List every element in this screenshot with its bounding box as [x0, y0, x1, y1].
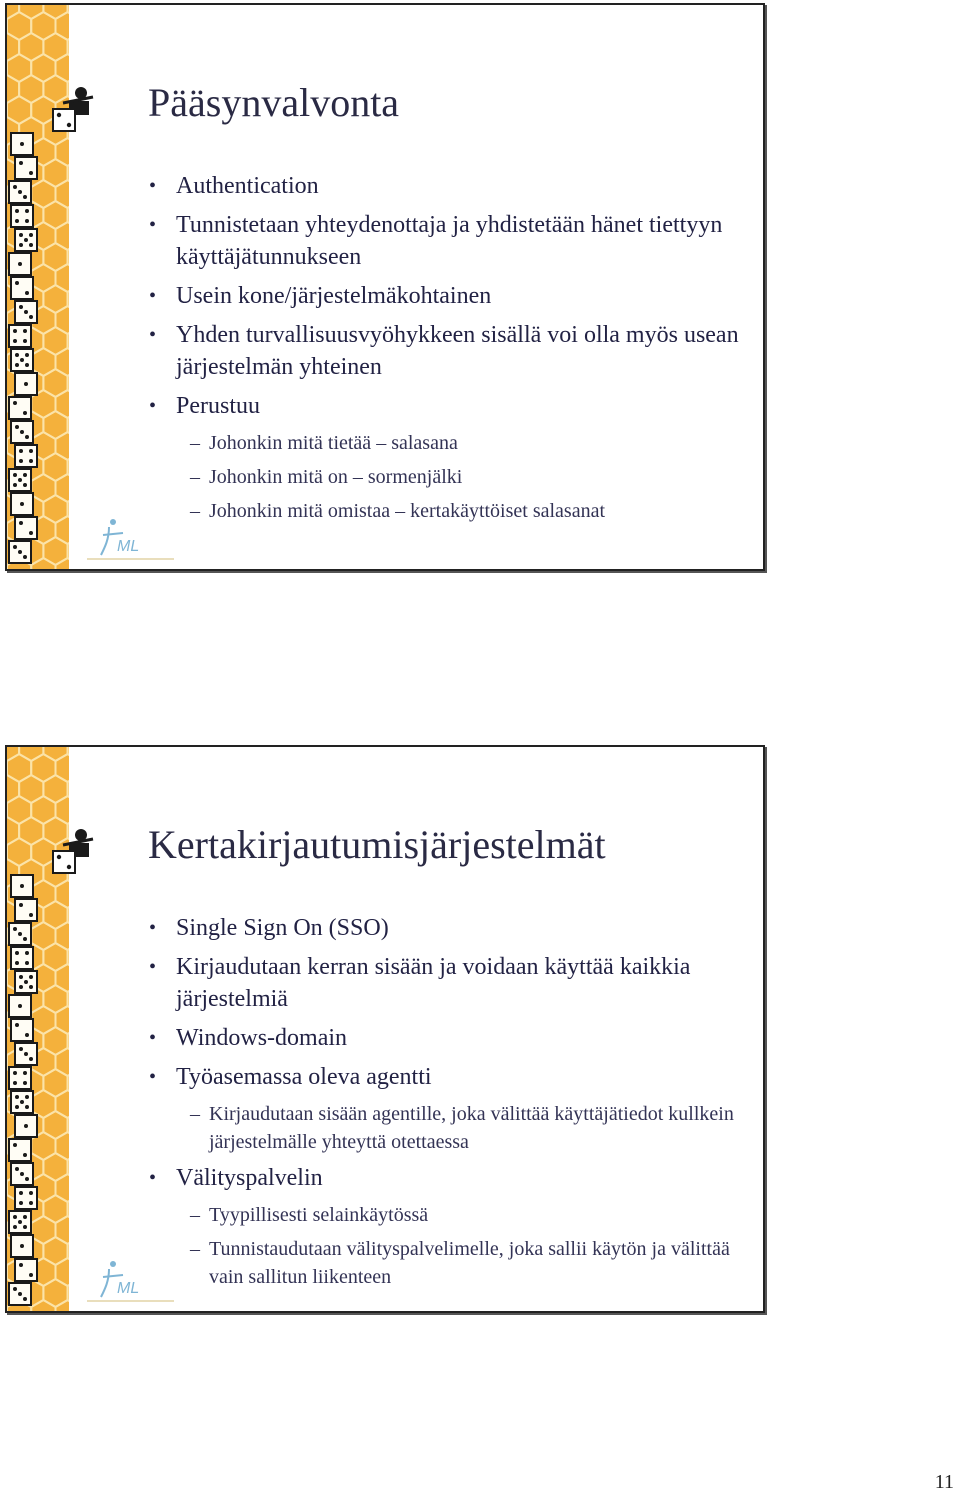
bullet-text: Johonkin mitä omistaa – kertakäyttöiset salasanat	[209, 500, 606, 522]
bullet-icon: •	[149, 175, 157, 197]
dash-icon: –	[190, 1238, 200, 1260]
sub-bullet-item	[145, 1201, 743, 1229]
bullet-text: Perustuu	[176, 393, 260, 419]
bullet-item	[145, 1022, 743, 1054]
bullet-text: Kirjaudutaan sisään agentille, joka välittää käyttäjätiedot kullkein järjestelmälle yhteyttä otettaessa	[209, 1103, 734, 1153]
bullet-icon: •	[149, 214, 157, 236]
bullet-item	[145, 951, 743, 1015]
bullet-text: Tunnistaudutaan välityspalvelimelle, joka sallii käytön ja välittää vain sallitun liikenteen	[209, 1238, 730, 1288]
bullet-item	[145, 912, 743, 944]
bullet-icon: •	[149, 917, 157, 939]
bullet-icon: •	[149, 956, 157, 978]
bullet-text: Authentication	[176, 173, 319, 199]
logo-text: ML	[117, 1280, 140, 1297]
bullet-item	[145, 280, 743, 312]
bullet-text: Johonkin mitä tietää – salasana	[209, 432, 458, 454]
slide-1	[5, 3, 765, 571]
bullet-icon: •	[149, 1066, 157, 1088]
sub-bullet-item	[145, 497, 743, 525]
sub-bullet-item	[145, 429, 743, 457]
slide-title: Kertakirjautumisjärjestelmät	[148, 822, 606, 867]
slide-title: Pääsynvalvonta	[148, 80, 400, 125]
sub-bullet-item	[145, 463, 743, 491]
dash-icon: –	[190, 1103, 200, 1125]
bullet-list	[145, 912, 743, 1297]
sub-bullet-item	[145, 1100, 743, 1156]
dash-icon: –	[190, 432, 200, 454]
bullet-item	[145, 170, 743, 202]
dash-icon: –	[190, 500, 200, 522]
bullet-text: Välityspalvelin	[176, 1165, 323, 1191]
bullet-icon: •	[149, 395, 157, 417]
dice-figure-icon	[7, 747, 97, 1312]
bullet-text: Usein kone/järjestelmäkohtainen	[176, 283, 492, 309]
bullet-item	[145, 1162, 743, 1194]
bullet-text: Windows-domain	[176, 1025, 348, 1051]
bullet-text: Kirjaudutaan kerran sisään ja voidaan käyttää kaikkia järjestelmiä	[176, 954, 691, 1012]
bullet-item	[145, 209, 743, 273]
logo-text: ML	[117, 538, 140, 555]
bullet-icon: •	[149, 1027, 157, 1049]
page-number: 11	[934, 1471, 954, 1493]
bullet-list	[145, 170, 743, 531]
bullet-icon: •	[149, 324, 157, 346]
bullet-item	[145, 390, 743, 422]
dash-icon: –	[190, 466, 200, 488]
dash-icon: –	[190, 1204, 200, 1226]
dice-figure-icon	[7, 5, 97, 570]
bullet-text: Työasemassa oleva agentti	[176, 1064, 432, 1090]
bullet-text: Tyypillisesti selainkäytössä	[209, 1204, 429, 1226]
bullet-item	[145, 1061, 743, 1093]
sub-bullet-item	[145, 1235, 743, 1291]
bullet-icon: •	[149, 285, 157, 307]
bullet-text: Single Sign On (SSO)	[176, 915, 389, 941]
bullet-text: Tunnistetaan yhteydenottaja ja yhdistetään hänet tiettyyn käyttäjätunnukseen	[176, 212, 723, 270]
bullet-item	[145, 319, 743, 383]
bullet-text: Johonkin mitä on – sormenjälki	[209, 466, 463, 488]
slide-2	[5, 745, 765, 1313]
bullet-icon: •	[149, 1167, 157, 1189]
bullet-text: Yhden turvallisuusvyöhykkeen sisällä voi olla myös usean järjestelmän yhteinen	[176, 322, 739, 380]
